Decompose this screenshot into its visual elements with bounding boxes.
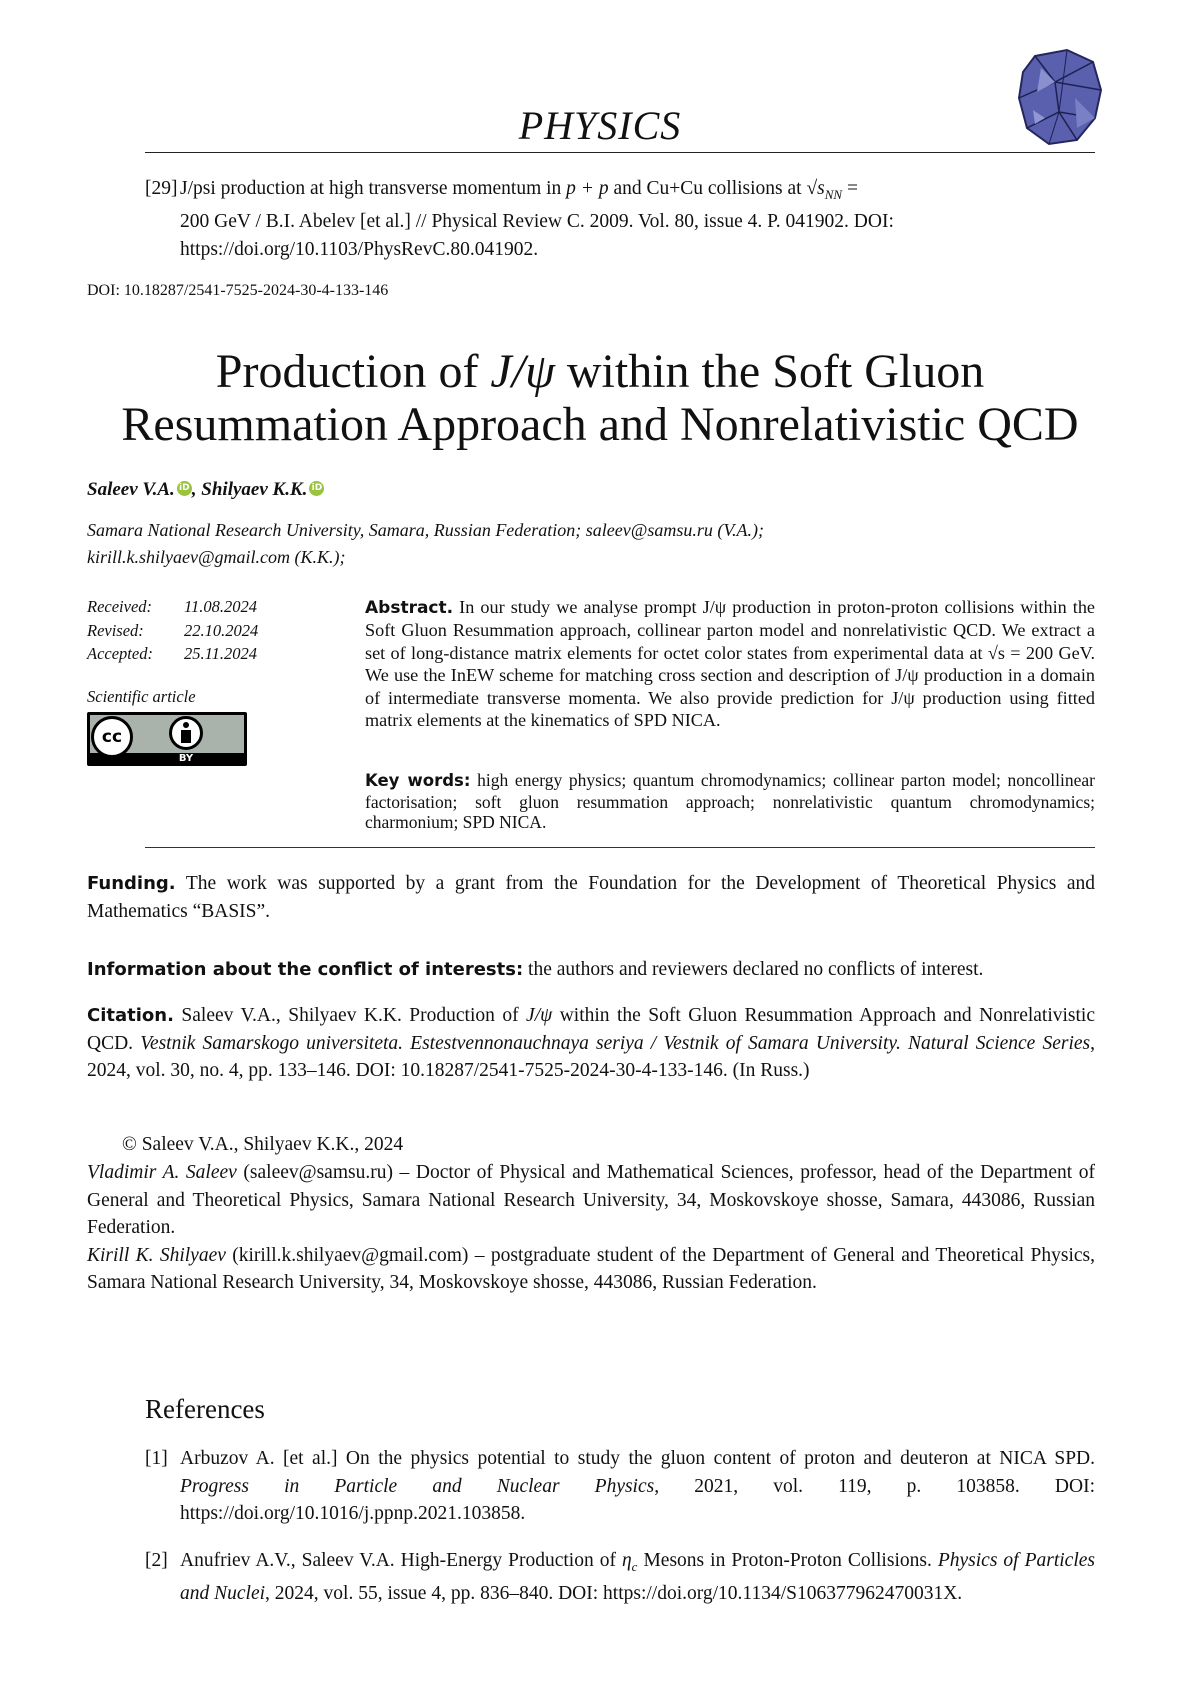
article-dates bbox=[87, 595, 258, 666]
citation-text: Saleev V.A., Shilyaev K.K. Production of bbox=[181, 1005, 527, 1026]
ref-journal: Physics of Particles and Nuclei bbox=[180, 1550, 1096, 1605]
author-info bbox=[87, 1159, 1095, 1297]
ref-text-part: Mesons in Proton-Proton Collisions. bbox=[637, 1550, 938, 1571]
ref-text-part: J/psi production at high transverse momentum in bbox=[180, 178, 567, 199]
references-heading: References bbox=[145, 1394, 265, 1424]
ref-text-part: = bbox=[842, 178, 858, 199]
revised-date: Revised: 22.10.2024 bbox=[87, 620, 259, 640]
reference-number: [1] bbox=[145, 1448, 168, 1469]
reference-text bbox=[180, 1547, 1095, 1608]
ref-journal: Progress in Particle and Nuclear Physics bbox=[180, 1475, 655, 1497]
ref-text-part: Anufriev A.V., Saleev V.A. High-Energy Production of bbox=[180, 1550, 622, 1571]
article-doi: DOI: 10.18287/2541-7525-2024-30-4-133-146 bbox=[87, 282, 389, 299]
reference-item bbox=[145, 175, 1095, 263]
funding bbox=[87, 870, 1095, 925]
author-name[interactable]: Saleev V.A. bbox=[87, 479, 175, 500]
ref-math: η bbox=[621, 1550, 632, 1571]
abstract-text: In our study we analyse prompt J/ψ production in proton-proton collisions within the Soft Gluon Resummation approach, collinear parton model and nonrelativistic QCD. We extract a set of long-distance matrix elements for octet color states from experimental data at √s = 200 GeV. We use the InEW scheme for matching cross section and description of J/ψ production in a domain of intermediate transverse momenta. We also provide prediction for J/ψ production using fitted matrix elements at the kinematics of SPD NICA. bbox=[365, 597, 1096, 731]
ref-text-part: Arbuzov A. [et al.] On the physics potential to study the gluon content of proton and deuteron at NICA SPD. bbox=[180, 1448, 1095, 1469]
author-info-text: (saleev@samsu.ru) – Doctor of Physical and Mathematical Sciences, professor, head of the Department of General and Theoretical Physics, Samara National Research University, 34, Moskovskoye shosse, Samara, 443086, Russian Federation. bbox=[87, 1162, 1095, 1238]
affiliation-line: kirill.k.shilyaev@gmail.com (K.K.); bbox=[87, 547, 346, 567]
attribution-icon bbox=[169, 716, 203, 750]
keywords-label: Key words: bbox=[365, 771, 471, 790]
reference-item bbox=[145, 1547, 1095, 1608]
ref-math-sub: NN bbox=[824, 186, 843, 202]
abstract-label: Abstract. bbox=[365, 598, 454, 618]
funding-text: The work was supported by a grant from the Foundation for the Development of Theoretical Physics and Mathematics “BASIS”. bbox=[87, 873, 1095, 922]
author-list bbox=[87, 479, 324, 501]
orcid-icon[interactable]: iD bbox=[309, 481, 324, 496]
reference-text bbox=[180, 1445, 1095, 1528]
keywords bbox=[365, 770, 1095, 833]
ref-text-part: and Cu+Cu collisions at bbox=[608, 178, 807, 199]
ref-math-sub: c bbox=[631, 1558, 638, 1574]
journal-section-title: PHYSICS bbox=[518, 103, 682, 148]
reference-text bbox=[180, 175, 1095, 263]
funding-label: Funding. bbox=[87, 873, 176, 894]
conflict-text: the authors and reviewers declared no conflicts of interest. bbox=[528, 959, 984, 980]
ref-math: p + p bbox=[566, 178, 609, 199]
citation-text: , 2024, vol. 30, no. 4, pp. 133–146. DOI: 10.18287/2541-7525-2024-30-4-133-146. (In Russ.) bbox=[87, 1032, 1095, 1081]
citation-label: Citation. bbox=[87, 1005, 174, 1026]
author-info-text: (kirill.k.shilyaev@gmail.com) – postgraduate student of the Department of General and Theoretical Physics, Samara National Research University, 34, Moskovskoye shosse, 443086, Russian Federation. bbox=[87, 1244, 1096, 1293]
orcid-icon[interactable]: iD bbox=[177, 481, 192, 496]
conflict-of-interests bbox=[87, 956, 1095, 984]
reference-item bbox=[145, 1445, 1095, 1528]
title-text: within the Soft Gluon bbox=[554, 345, 985, 398]
article-title bbox=[60, 345, 1140, 451]
ref-text-part: , 2024, vol. 55, issue 4, pp. 836–840. DOI: https://doi.org/10.1134/S106377962470031X. bbox=[265, 1583, 963, 1605]
license-by-label: BY bbox=[178, 753, 194, 764]
ref-doi-link[interactable]: https://doi.org/10.1103/PhysRevC.80.041902. bbox=[180, 238, 539, 260]
accepted-date: Accepted: 25.11.2024 bbox=[87, 644, 258, 663]
citation-math: J/ψ bbox=[526, 1005, 553, 1026]
ref-text-part: , 2021, vol. 119, p. 103858. DOI: https://doi.org/10.1016/j.ppnp.2021.103858. bbox=[180, 1475, 1095, 1524]
ref-text-line: 200 GeV / B.I. Abelev [et al.] // Physical Review C. 2009. Vol. 80, issue 4. P. 041902. DOI: bbox=[180, 211, 894, 233]
ref-math: √s bbox=[806, 178, 825, 199]
title-text: Resummation Approach and Nonrelativistic QCD bbox=[121, 398, 1079, 451]
copyright: © Saleev V.A., Shilyaev K.K., 2024 bbox=[122, 1134, 404, 1155]
affiliation bbox=[87, 517, 1107, 571]
abstract bbox=[365, 596, 1095, 731]
conflict-label: Information about the conflict of interests: bbox=[87, 959, 524, 980]
journal-emblem-icon bbox=[1015, 48, 1105, 148]
cc-icon: cc bbox=[91, 716, 133, 758]
citation-text: within the Soft Gluon Resummation Approach and Nonrelativistic QCD. bbox=[87, 1005, 1096, 1054]
title-text: Production of bbox=[215, 345, 491, 398]
author-info-name: Kirill K. Shilyaev bbox=[87, 1244, 226, 1266]
author-info-name: Vladimir A. Saleev bbox=[87, 1162, 237, 1183]
author-name[interactable]: Shilyaev K.K. bbox=[201, 479, 308, 500]
keywords-text: high energy physics; quantum chromodynamics; collinear parton model; noncollinear factorisation; soft gluon resummation approach; nonrelativistic quantum chromodynamics; charmonium; SPD NICA. bbox=[365, 770, 1095, 832]
header-rule bbox=[145, 152, 1095, 153]
citation bbox=[87, 1002, 1095, 1085]
author-separator: , bbox=[191, 479, 202, 500]
cc-by-license-badge[interactable] bbox=[87, 712, 247, 766]
author-info-item bbox=[87, 1242, 1095, 1297]
reference-number: [2] bbox=[145, 1550, 168, 1571]
affiliation-line: Samara National Research University, Samara, Russian Federation; saleev@samsu.ru (V.A.); bbox=[87, 520, 764, 540]
article-type: Scientific article bbox=[87, 687, 196, 706]
reference-number: [29] bbox=[145, 178, 178, 199]
citation-journal: Vestnik Samarskogo universiteta. Estestvennonauchnaya seriya / Vestnik of Samara University. Natural Science Series bbox=[140, 1032, 1091, 1054]
section-rule bbox=[145, 847, 1095, 848]
title-math: J/ψ bbox=[490, 345, 555, 398]
received-date: Received: 11.08.2024 bbox=[87, 597, 258, 616]
author-info-item bbox=[87, 1159, 1095, 1242]
